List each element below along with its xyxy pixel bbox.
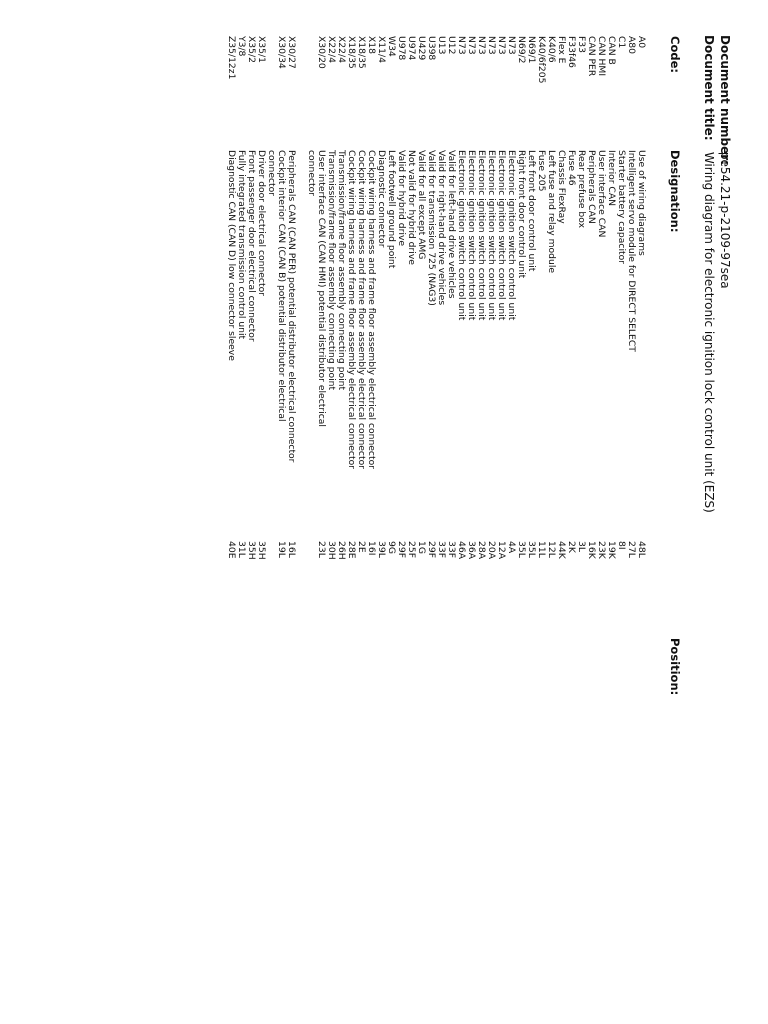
table-row: [466, 36, 476, 696]
position-cell: 9G: [386, 541, 397, 554]
position-cell: 20A: [486, 541, 497, 559]
table-row: [406, 36, 416, 696]
code-cell: X30/27: [286, 36, 297, 69]
code-cell: X18/35: [346, 36, 357, 69]
code-cell: U13: [436, 36, 447, 55]
table-row: [436, 36, 446, 696]
designation-cell: Electronic ignition switch control unit: [456, 150, 467, 321]
position-cell: 3L: [576, 541, 587, 552]
document-title-value: Wiring diagram for electronic ignition lock control unit (EZS): [702, 151, 716, 513]
code-cell: N73: [476, 36, 487, 55]
code-cell: X18: [366, 36, 377, 54]
table-row: [606, 36, 616, 696]
position-cell: 16K: [586, 541, 597, 559]
designation-cell: Fuse 46: [566, 150, 577, 186]
code-cell: U429: [416, 36, 427, 61]
table-row: [476, 36, 486, 696]
designation-cell: Fully integrated transmission control unit: [236, 150, 247, 340]
designation-cell: Peripherals CAN (CAN PER) potential distributor electrical connector: [286, 150, 297, 463]
position-cell: 29F: [426, 541, 437, 558]
legend-table: [226, 36, 646, 696]
code-cell: X35/2: [246, 36, 257, 63]
code-cell: A0: [636, 36, 647, 49]
position-cell: 27L: [626, 541, 637, 558]
position-cell: 19K: [606, 541, 617, 559]
position-cell: 2K: [566, 541, 577, 553]
code-cell: CAN PER: [586, 36, 597, 77]
designation-cell: Driver door electrical connector: [256, 150, 267, 296]
table-row: [486, 36, 496, 696]
table-row: [426, 36, 436, 696]
code-cell: A80: [626, 36, 637, 54]
table-row: [526, 36, 536, 696]
position-cell: 35L: [526, 541, 537, 558]
designation-cell: Right front door control unit: [516, 150, 527, 279]
designation-cell: Fuse 205: [536, 150, 547, 192]
code-cell: N73: [506, 36, 517, 55]
table-row: [576, 36, 586, 696]
designation-cell: Electronic ignition switch control unit: [496, 150, 507, 321]
designation-cell: Valid for all except AMG: [416, 150, 427, 260]
code-cell: Flex E: [556, 36, 567, 64]
table-row: [286, 36, 296, 696]
designation-cell: Diagnostic CAN (CAN D) low connector sleeve: [226, 150, 237, 361]
code-cell: K40/6f205: [536, 36, 547, 84]
table-row: [556, 36, 566, 696]
code-cell: F33: [576, 36, 587, 53]
table-row: [586, 36, 596, 696]
code-cell: N73: [496, 36, 507, 55]
designation-cell: Valid for left-hand drive vehicles: [446, 150, 457, 299]
designation-cell: Transmission/frame floor assembly connecting point: [326, 150, 337, 391]
position-cell: 11L: [536, 541, 547, 558]
table-row: [626, 36, 636, 696]
column-header-position: Position:: [668, 638, 682, 696]
position-cell: 40E: [226, 541, 237, 559]
position-cell: 12A: [496, 541, 507, 559]
code-cell: X35/1: [256, 36, 267, 63]
code-cell: X30/34: [276, 36, 287, 69]
position-cell: 35L: [516, 541, 527, 558]
document-number-row: [718, 35, 732, 289]
table-row: [516, 36, 526, 696]
designation-cell: Electronic ignition switch control unit: [466, 150, 477, 321]
designation-cell: Valid for hybrid drive: [396, 150, 407, 247]
table-row: [566, 36, 576, 696]
designation-cell: User interface CAN (CAN HMI) potential distributor electrical: [316, 150, 327, 427]
table-row: [266, 36, 276, 696]
table-row: [346, 36, 356, 696]
code-cell: X11/4: [376, 36, 387, 63]
table-row: [496, 36, 506, 696]
position-cell: 31L: [236, 541, 247, 558]
designation-cell: Cockpit wiring harness and frame floor assembly electrical connector: [346, 150, 357, 469]
table-row: [376, 36, 386, 696]
designation-cell: Starter battery capacitor: [616, 150, 627, 264]
table-row: [596, 36, 606, 696]
position-cell: 48L: [636, 541, 647, 558]
designation-cell: Cockpit wiring harness and frame floor assembly electrical connector: [356, 150, 367, 469]
position-cell: 35H: [256, 541, 267, 560]
table-row: [256, 36, 266, 696]
code-cell: W34: [386, 36, 397, 57]
code-cell: X22/4: [326, 36, 337, 63]
designation-cell: Valid for right-hand drive vehicles: [436, 150, 447, 306]
code-cell: CAN HMI: [596, 36, 607, 77]
designation-cell: Interior CAN: [606, 150, 617, 207]
code-cell: Z35/12z1: [226, 36, 237, 80]
position-cell: 33F: [436, 541, 447, 558]
designation-cell: Use of wiring diagrams: [636, 150, 647, 256]
position-cell: 29F: [396, 541, 407, 558]
table-row: [366, 36, 376, 696]
position-cell: 8I: [616, 541, 627, 550]
position-cell: 16I: [366, 541, 377, 556]
table-row: [616, 36, 626, 696]
designation-cell: Left fuse and relay module: [546, 150, 557, 274]
table-row: [386, 36, 396, 696]
table-row: [546, 36, 556, 696]
code-cell: U398: [426, 36, 437, 61]
code-cell: N69/2: [516, 36, 527, 64]
position-cell: 44K: [556, 541, 567, 559]
position-cell: 23L: [316, 541, 327, 558]
code-cell: N73: [466, 36, 477, 55]
designation-cell: connector: [266, 150, 277, 197]
code-cell: C1: [616, 36, 627, 49]
table-row: [276, 36, 286, 696]
code-cell: N73: [486, 36, 497, 55]
code-cell: U12: [446, 36, 457, 55]
position-cell: 26H: [336, 541, 347, 560]
position-cell: 28E: [346, 541, 357, 559]
table-row: [306, 36, 316, 696]
table-row: [336, 36, 346, 696]
position-cell: 2E: [356, 541, 367, 553]
designation-cell: Cockpit interior CAN (CAN B) potential distributor electrical: [276, 150, 287, 422]
designation-cell: Cockpit wiring harness and frame floor assembly electrical connector: [366, 150, 377, 469]
code-cell: K40/6: [546, 36, 557, 63]
designation-cell: User interface CAN: [596, 150, 607, 238]
position-cell: 46A: [456, 541, 467, 559]
designation-cell: Electronic ignition switch control unit: [486, 150, 497, 321]
designation-cell: Intelligent servo module for DIRECT SELECT: [626, 150, 637, 352]
table-row: [236, 36, 246, 696]
document-number-label: Document number:: [718, 35, 732, 165]
position-cell: 25F: [406, 541, 417, 558]
code-cell: Y3/8: [236, 36, 247, 57]
designation-cell: Electronic ignition switch control unit: [476, 150, 487, 321]
designation-cell: Front passenger door electrical connector: [246, 150, 257, 342]
designation-cell: Valid for transmission 725 (NAG3): [426, 150, 437, 306]
table-row: [356, 36, 366, 696]
position-cell: 12L: [546, 541, 557, 558]
code-cell: N73: [456, 36, 467, 55]
position-cell: 30H: [326, 541, 337, 560]
code-cell: U974: [406, 36, 417, 61]
position-cell: 19L: [276, 541, 287, 558]
position-cell: 36A: [466, 541, 477, 559]
code-cell: X18/35: [356, 36, 367, 69]
table-row: [506, 36, 516, 696]
document-number-value: pe54.21-p-2109-97sea: [718, 151, 732, 289]
position-cell: 1G: [416, 541, 427, 554]
column-header-code: Code:: [668, 36, 682, 73]
designation-cell: Transmission/frame floor assembly connecting point: [336, 150, 347, 391]
code-cell: N69/1: [526, 36, 537, 64]
position-cell: 39L: [376, 541, 387, 558]
designation-cell: Left front door control unit: [526, 150, 537, 272]
position-cell: 16L: [286, 541, 297, 558]
table-row: [396, 36, 406, 696]
position-cell: 23K: [596, 541, 607, 559]
document-title-label: Document title:: [702, 35, 716, 141]
position-cell: 35H: [246, 541, 257, 560]
code-cell: U978: [396, 36, 407, 61]
table-row: [316, 36, 326, 696]
code-cell: CAN B: [606, 36, 617, 65]
designation-cell: Peripherals CAN: [586, 150, 597, 224]
designation-cell: Diagnostic connector: [376, 150, 387, 248]
table-row: [456, 36, 466, 696]
designation-cell: Rear prefuse box: [576, 150, 587, 229]
document-title-row: [702, 35, 716, 513]
designation-cell: connector: [306, 150, 317, 197]
table-row: [226, 36, 236, 696]
table-row: [326, 36, 336, 696]
designation-cell: Left footwell ground point: [386, 150, 397, 269]
table-row: [446, 36, 456, 696]
code-cell: F33f46: [566, 36, 577, 68]
table-row: [536, 36, 546, 696]
designation-cell: Electronic ignition switch control unit: [506, 150, 517, 321]
designation-cell: Not valid for hybrid drive: [406, 150, 417, 265]
table-row: [246, 36, 256, 696]
column-header-designation: Designation:: [668, 150, 682, 233]
designation-cell: Chassis FlexRay: [556, 150, 567, 224]
table-row: [416, 36, 426, 696]
code-cell: X22/4: [336, 36, 347, 63]
position-cell: 28A: [476, 541, 487, 559]
code-cell: X30/20: [316, 36, 327, 69]
position-cell: 33F: [446, 541, 457, 558]
position-cell: 4A: [506, 541, 517, 554]
table-row: [636, 36, 646, 696]
